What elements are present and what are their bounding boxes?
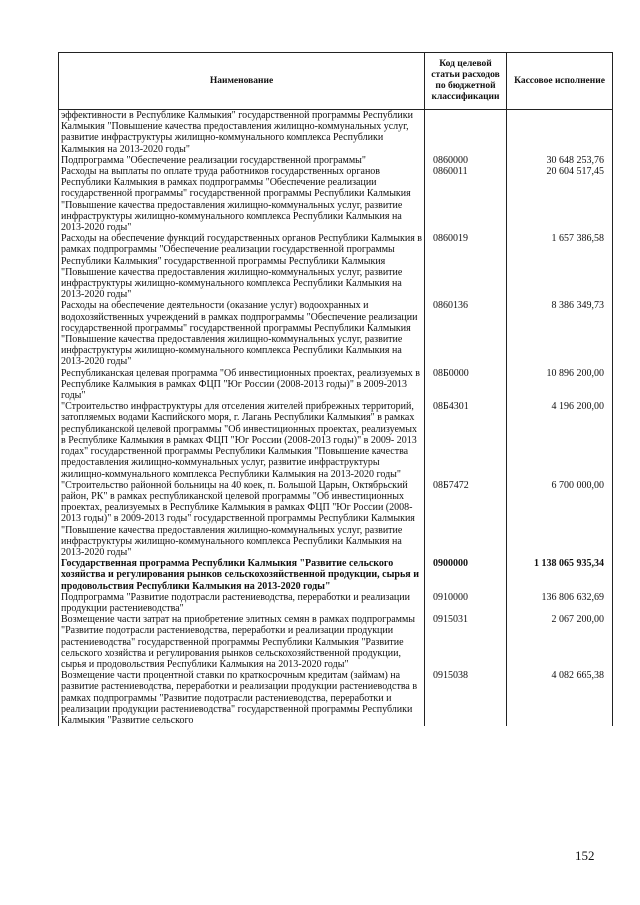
table-row bbox=[59, 614, 613, 670]
cell-code: 0910000 bbox=[425, 592, 507, 614]
cell-name: Государственная программа Республики Калмыкия "Развитие сельского хозяйства и регулирования рынков сельскохозяйственной продукции, сырья и продовольствия Республики Калмыкия на 2013-2020 годы" bbox=[59, 558, 425, 592]
cell-amount: 10 896 200,00 bbox=[507, 368, 613, 402]
cell-name: "Строительство инфраструктуры для отселения жителей прибрежных территорий, затопляемых водами Каспийского моря, г. Лагань Республики Калмыкия" в рамках республиканской целевой программы "Об инвестиционных проектах, реализуемых в Республике Калмыкия в рамках ФЦП "Юг России (2008-2013 годы)" в 2009- 2013 годах" государственной программы Республики Калмыкия "Повышение качества предоставления жилищно-коммунальных услуг, развитие инфраструктуры жилищно-коммунального комплекса Республики Калмыкия на 2013-2020 годы" bbox=[59, 401, 425, 479]
table-row bbox=[59, 110, 613, 155]
header-name: Наименование bbox=[59, 53, 425, 110]
table-row bbox=[59, 558, 613, 592]
cell-code: 0860019 bbox=[425, 233, 507, 300]
budget-table bbox=[58, 52, 613, 726]
cell-code: 0900000 bbox=[425, 558, 507, 592]
cell-amount: 6 700 000,00 bbox=[507, 480, 613, 558]
cell-name: Возмещение части процентной ставки по краткосрочным кредитам (займам) на развитие растениеводства, переработки и реализации продукции растениеводства в рамках подпрограммы "Развитие подотрасли растениеводства, переработки и реализации продукции растениеводства" государственной программы Республики Калмыкия "Развитие сельского bbox=[59, 670, 425, 726]
cell-amount: 20 604 517,45 bbox=[507, 166, 613, 233]
cell-code bbox=[425, 110, 507, 155]
table-row bbox=[59, 368, 613, 402]
cell-code: 0860136 bbox=[425, 300, 507, 367]
cell-name: "Строительство районной больницы на 40 коек, п. Большой Царын, Октябрьский район, РК" в рамках республиканской целевой программы "Об инвестиционных проектах, реализуемых в Республике Калмыкия в рамках ФЦП "Юг России (2008-2013 годы)" в 2009-2013 годы" государственной программы Республики Калмыкия "Повышение качества предоставления жилищно-коммунальных услуг, развитие инфраструктуры жилищно-коммунального комплекса Республики Калмыкия на 2013-2020 годы" bbox=[59, 480, 425, 558]
table-header-row bbox=[59, 53, 613, 110]
header-amount: Кассовое исполнение bbox=[507, 53, 613, 110]
cell-amount: 8 386 349,73 bbox=[507, 300, 613, 367]
cell-code: 0860000 bbox=[425, 155, 507, 166]
cell-amount: 4 082 665,38 bbox=[507, 670, 613, 726]
table-row bbox=[59, 670, 613, 726]
cell-amount: 136 806 632,69 bbox=[507, 592, 613, 614]
cell-code: 0915031 bbox=[425, 614, 507, 670]
cell-code: 08Б7472 bbox=[425, 480, 507, 558]
cell-code: 0860011 bbox=[425, 166, 507, 233]
table-row bbox=[59, 155, 613, 166]
table-row bbox=[59, 480, 613, 558]
cell-amount bbox=[507, 110, 613, 155]
document-page bbox=[58, 52, 612, 726]
cell-name: Республиканская целевая программа "Об инвестиционных проектах, реализуемых в Республике Калмыкия в рамках ФЦП "Юг России (2008-2013 годы)" в 2009-2013 годы" bbox=[59, 368, 425, 402]
cell-name: Подпрограмма "Обеспечение реализации государственной программы" bbox=[59, 155, 425, 166]
cell-name: Возмещение части затрат на приобретение элитных семян в рамках подпрограммы "Развитие подотрасли растениеводства, переработки и реализации продукции растениеводства" государственной программы Республики Калмыкия "Развитие сельского хозяйства и регулирования рынков сельскохозяйственной продукции, сырья и продовольствия Республики Калмыкия на 2013-2020 годы" bbox=[59, 614, 425, 670]
cell-name: эффективности в Республике Калмыкия" государственной программы Республики Калмыкия "Повышение качества предоставления жилищно-коммунальных услуг, развитие инфраструктуры жилищно-коммунального комплекса Республики Калмыкия на 2013-2020 годы" bbox=[59, 110, 425, 155]
table-row bbox=[59, 401, 613, 479]
table-row bbox=[59, 300, 613, 367]
table-row bbox=[59, 592, 613, 614]
cell-amount: 4 196 200,00 bbox=[507, 401, 613, 479]
cell-amount: 2 067 200,00 bbox=[507, 614, 613, 670]
cell-name: Подпрограмма "Развитие подотрасли растениеводства, переработки и реализации продукции растениеводства" bbox=[59, 592, 425, 614]
cell-name: Расходы на выплаты по оплате труда работников государственных органов Республики Калмыкия в рамках подпрограммы "Обеспечение реализации государственной программы" государственной программы Республики Калмыкия "Повышение качества предоставления жилищно-коммунальных услуг, развитие инфраструктуры жилищно-коммунального комплекса Республики Калмыкия на 2013-2020 годы" bbox=[59, 166, 425, 233]
cell-name: Расходы на обеспечение деятельности (оказание услуг) водоохранных и водохозяйственных учреждений в рамках подпрограммы "Обеспечение реализации государственной программы" государственной программы Республики Калмыкия "Повышение качества предоставления жилищно-коммунальных услуг, развитие инфраструктуры жилищно-коммунального комплекса Республики Калмыкия на 2013-2020 годы" bbox=[59, 300, 425, 367]
header-code: Код целевой статьи расходов по бюджетной классификации bbox=[425, 53, 507, 110]
cell-amount: 1 138 065 935,34 bbox=[507, 558, 613, 592]
table-row bbox=[59, 166, 613, 233]
cell-code: 08Б4301 bbox=[425, 401, 507, 479]
cell-name: Расходы на обеспечение функций государственных органов Республики Калмыкия в рамках подпрограммы "Обеспечение реализации государственной программы Республики Калмыкия" государственной программы Республики Калмыкия "Повышение качества предоставления жилищно-коммунальных услуг, развитие инфраструктуры жилищно-коммунального комплекса Республики Калмыкия на 2013-2020 годы" bbox=[59, 233, 425, 300]
table-row bbox=[59, 233, 613, 300]
page-number: 152 bbox=[575, 848, 595, 863]
cell-amount: 30 648 253,76 bbox=[507, 155, 613, 166]
cell-amount: 1 657 386,58 bbox=[507, 233, 613, 300]
cell-code: 0915038 bbox=[425, 670, 507, 726]
cell-code: 08Б0000 bbox=[425, 368, 507, 402]
